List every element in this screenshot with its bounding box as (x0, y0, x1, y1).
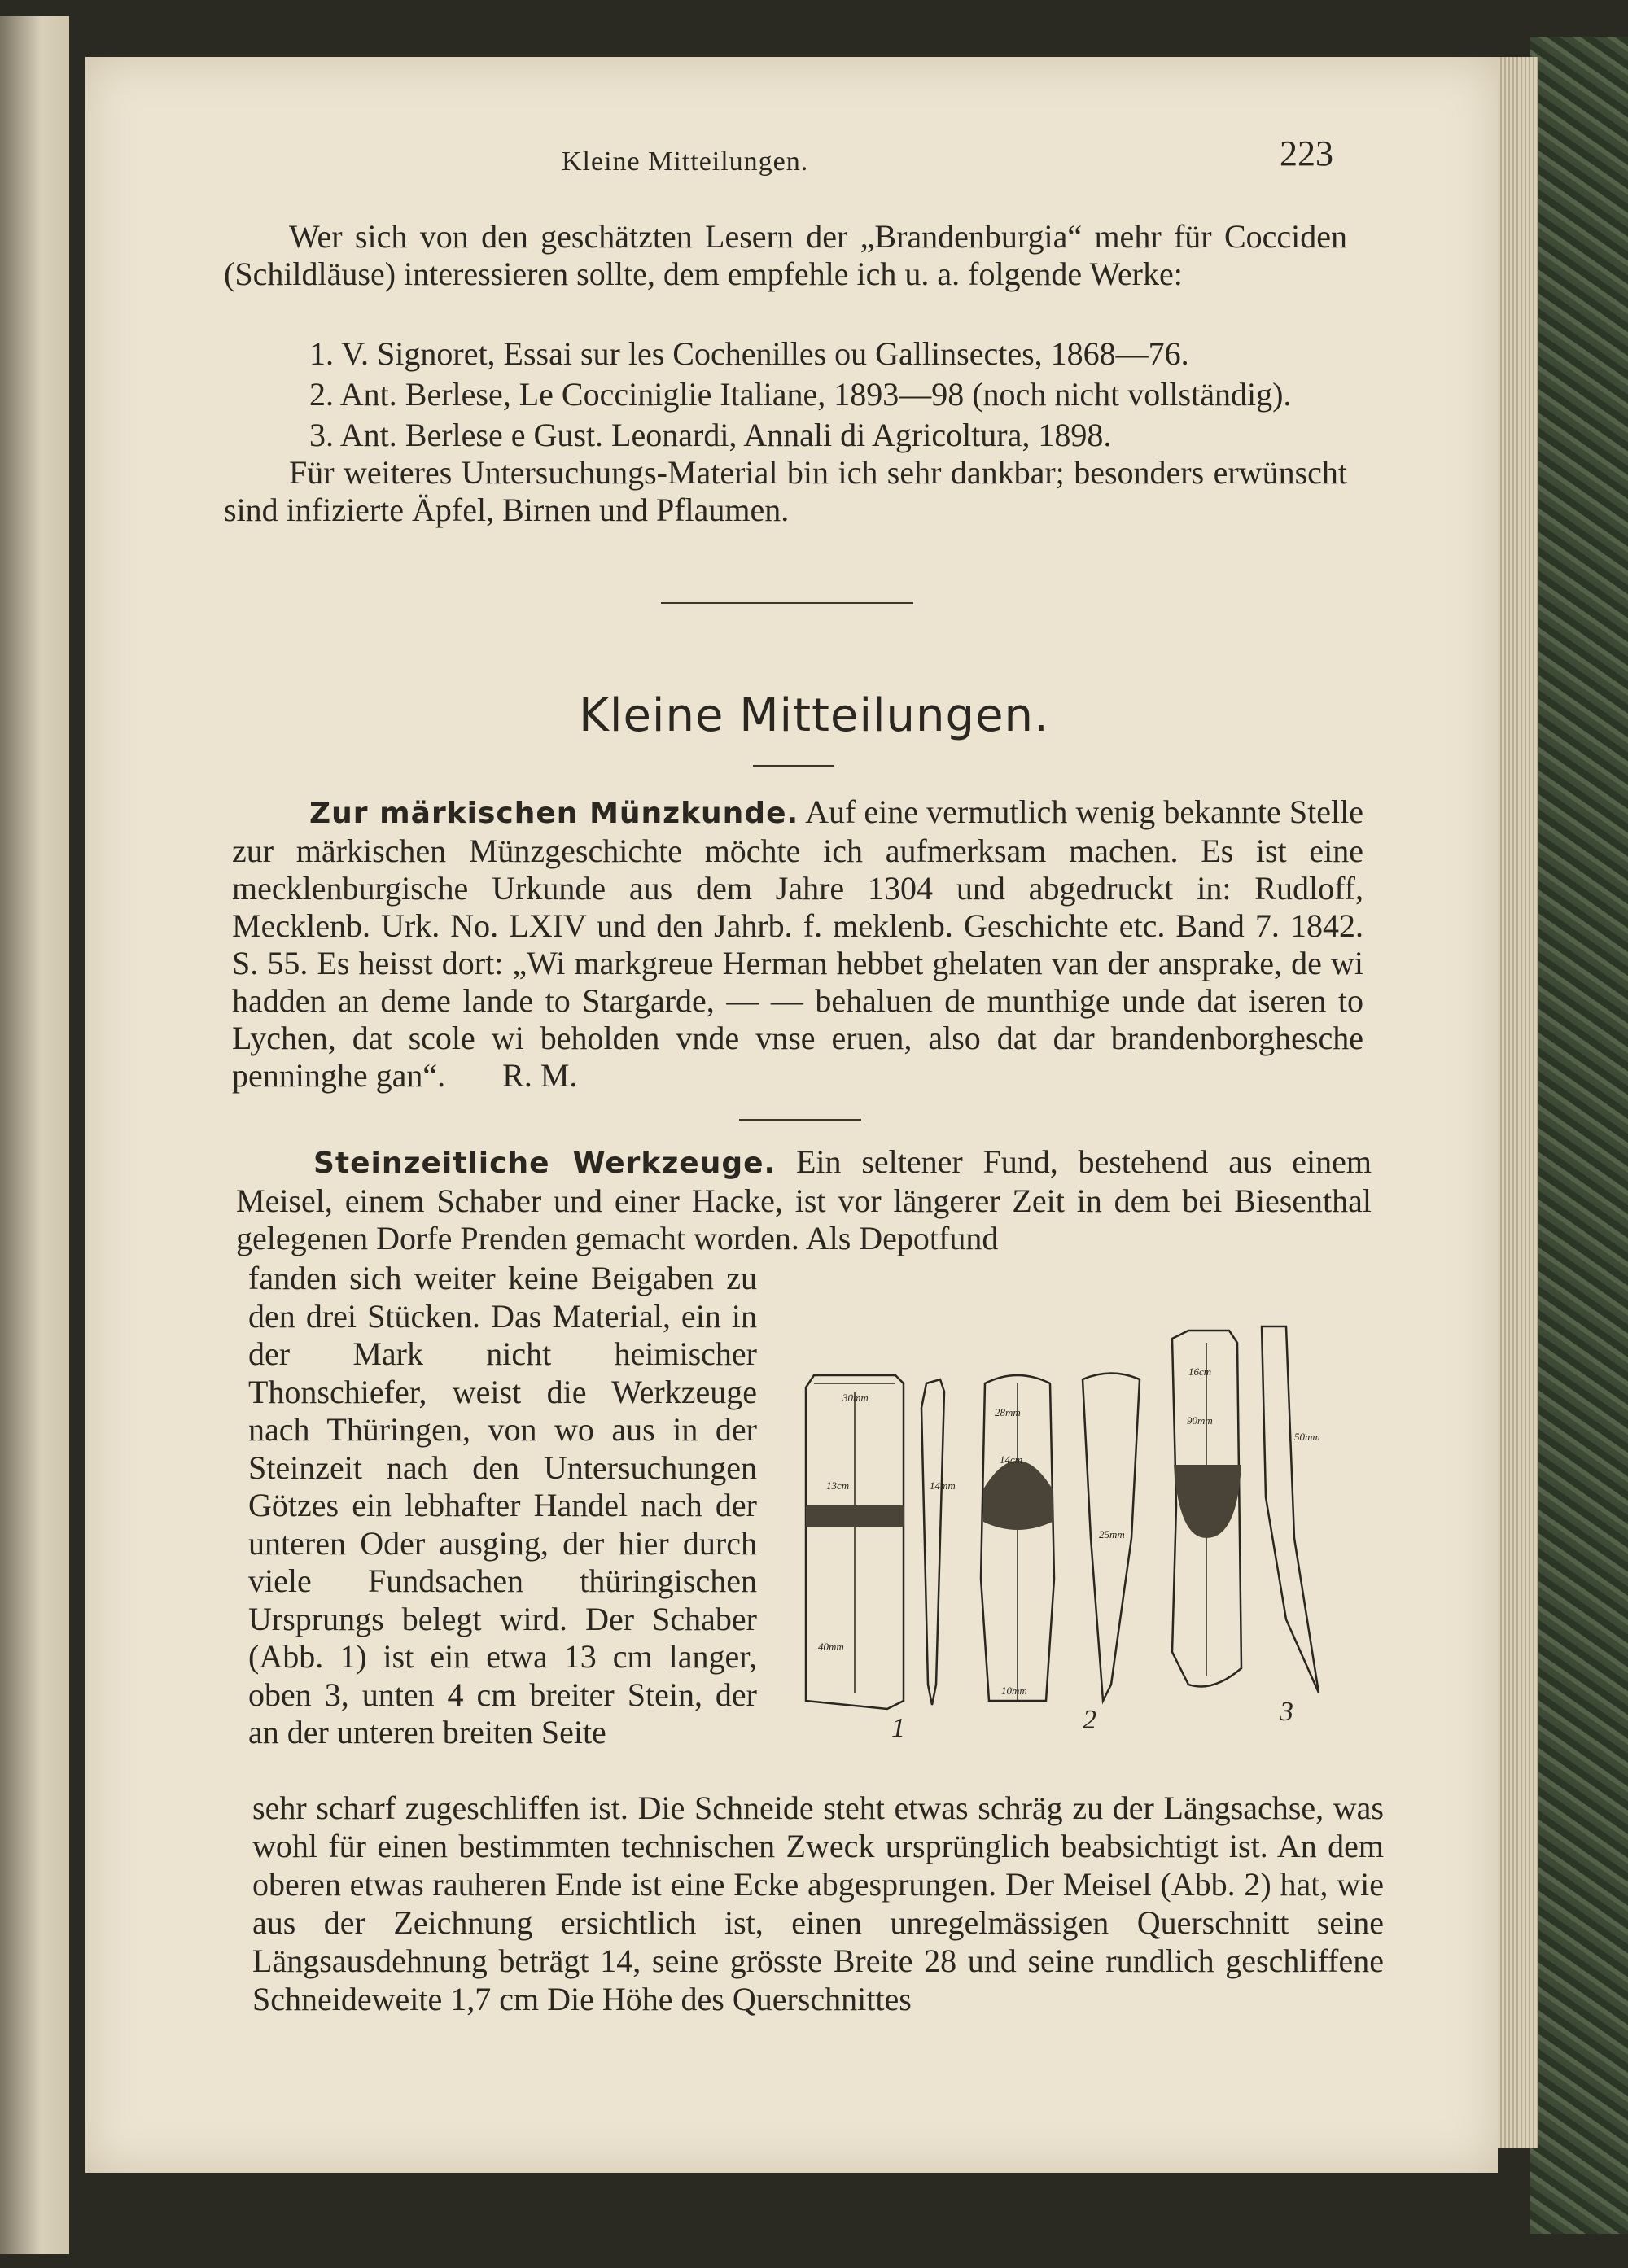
annotation-40mm: 40mm (818, 1641, 844, 1653)
annotation-10mm: 10mm (1001, 1685, 1027, 1697)
title-rule (753, 765, 834, 767)
tools-drawing (781, 1294, 1368, 1750)
chisel-section (983, 1461, 1053, 1530)
annotation-14cm: 14cm (1000, 1453, 1023, 1466)
page-stack-edge (1494, 57, 1538, 2148)
article-werkzeuge-heading: Steinzeitliche Werkzeuge. (313, 1147, 777, 1180)
article-muenzkunde-body: Auf eine vermutlich wenig bekannte Stelle zur märkischen Münzgeschichte möchte ich aufmerksam machen. Es ist eine mecklenburgische Urkunde aus dem Jahre 1304 und abgedruckt in: Rudloff, Mecklenb. Urk. No. LXIV und den Jahrb. f. meklenb. Geschichte etc. Band 7. 1842. S. 55. Es heisst dort: „Wi markgreue Herman hebbet ghelaten van der ansprake, de wi hadden an deme lande to Stargarde, — — behaluen de munthige unde dat iseren to Lychen, dat scole wi beholden vnde vnse eruen, also dat dar brandenborghesche penninghe gan“. (232, 793, 1364, 1094)
article-muenzkunde-heading: Zur märkischen Münzkunde. (309, 797, 799, 830)
request-paragraph: Für weiteres Untersuchungs-Material bin ich sehr dankbar; besonders erwünscht sind infizierte Äpfel, Birnen und Pflaumen. (224, 454, 1347, 528)
annotation-50mm: 50mm (1294, 1431, 1320, 1443)
article-werkzeuge-column: fanden sich weiter keine Beigaben zu den drei Stücken. Das Material, ein in der Mark nicht heimischer Thonschiefer, weist die Werkzeuge nach Thüringen, von wo aus in der Steinzeit nach den Untersuchungen Götzes ein lebhafter Handel nach der unteren Oder ausging, der hier durch viele Fundsachen thüringischen Ursprungs belegt wird. Der Schaber (Abb. 1) ist ein etwa 13 cm langer, oben 3, unten 4 cm breiter Stein, der an der unteren breiten Seite (248, 1260, 757, 1750)
adjacent-page-edge (0, 16, 69, 2254)
work-3: 3. Ant. Berlese e Gust. Leonardi, Annali di Agricoltura, 1898. (309, 417, 1112, 453)
article-werkzeuge-lead-text: Ein seltener Fund, bestehend aus einem Meisel, einem Schaber und einer Hacke, ist vor längerer Zeit in dem bei Biesenthal gelegenen Dorfe Prenden gemacht worden. Als Depotfund (236, 1143, 1372, 1256)
section-divider (661, 602, 913, 604)
work-1: 1. V. Signoret, Essai sur les Cochenilles ou Gallinsectes, 1868—76. (309, 335, 1189, 372)
annotation-28mm: 28mm (995, 1406, 1021, 1418)
scraper-section (806, 1505, 904, 1527)
intro-paragraph: Wer sich von den geschätzten Lesern der „Brandenburgia“ mehr für Cocciden (Schildläuse) interessieren sollte, dem empfehle ich u. a. folgende Werke: (224, 218, 1347, 292)
page-number: 223 (1280, 133, 1333, 173)
article-werkzeuge-tail: sehr scharf zugeschliffen ist. Die Schneide steht etwas schräg zu der Längsachse, was wohl für einen bestimmten technischen Zweck ursprünglich beabsichtigt ist. An dem oberen etwas rauheren Ende ist eine Ecke abgesprungen. Der Meisel (Abb. 2) hat, wie aus der Zeichnung ersichtlich ist, einen unregelmässigen Querschnitt seine Längsausdehnung beträgt 14, seine grösste Breite 28 und seine rundlich geschliffene Schneideweite 1,7 cm Die Höhe des Querschnittes (252, 1789, 1384, 2017)
scraper-side (921, 1379, 944, 1705)
figure-label-1: 1 (891, 1713, 905, 1743)
figure-label-3: 3 (1280, 1697, 1293, 1727)
annotation-14mm: 14mm (930, 1479, 956, 1492)
article-muenzkunde-signature: R. M. (502, 1057, 578, 1094)
tools-figure (781, 1294, 1368, 1750)
figure-label-2: 2 (1083, 1705, 1096, 1735)
work-2: 2. Ant. Berlese, Le Cocciniglie Italiane, 1893—98 (noch nicht vollständig). (309, 376, 1292, 413)
axe-side (1262, 1326, 1319, 1693)
section-title: Kleine Mitteilungen. (579, 689, 1049, 742)
annotation-30mm: 30mm (842, 1392, 869, 1404)
running-head: Kleine Mitteilungen. (562, 146, 809, 177)
book-cover (1530, 37, 1628, 2234)
annotation-25mm: 25mm (1099, 1528, 1125, 1540)
annotation-13cm: 13cm (826, 1479, 850, 1492)
article-divider (739, 1119, 861, 1121)
article-werkzeuge-lead (236, 1143, 1372, 1257)
axe-section (1174, 1465, 1241, 1538)
annotation-90mm: 90mm (1187, 1414, 1213, 1427)
article-muenzkunde (232, 793, 1363, 1095)
annotation-16cm: 16cm (1188, 1366, 1212, 1378)
